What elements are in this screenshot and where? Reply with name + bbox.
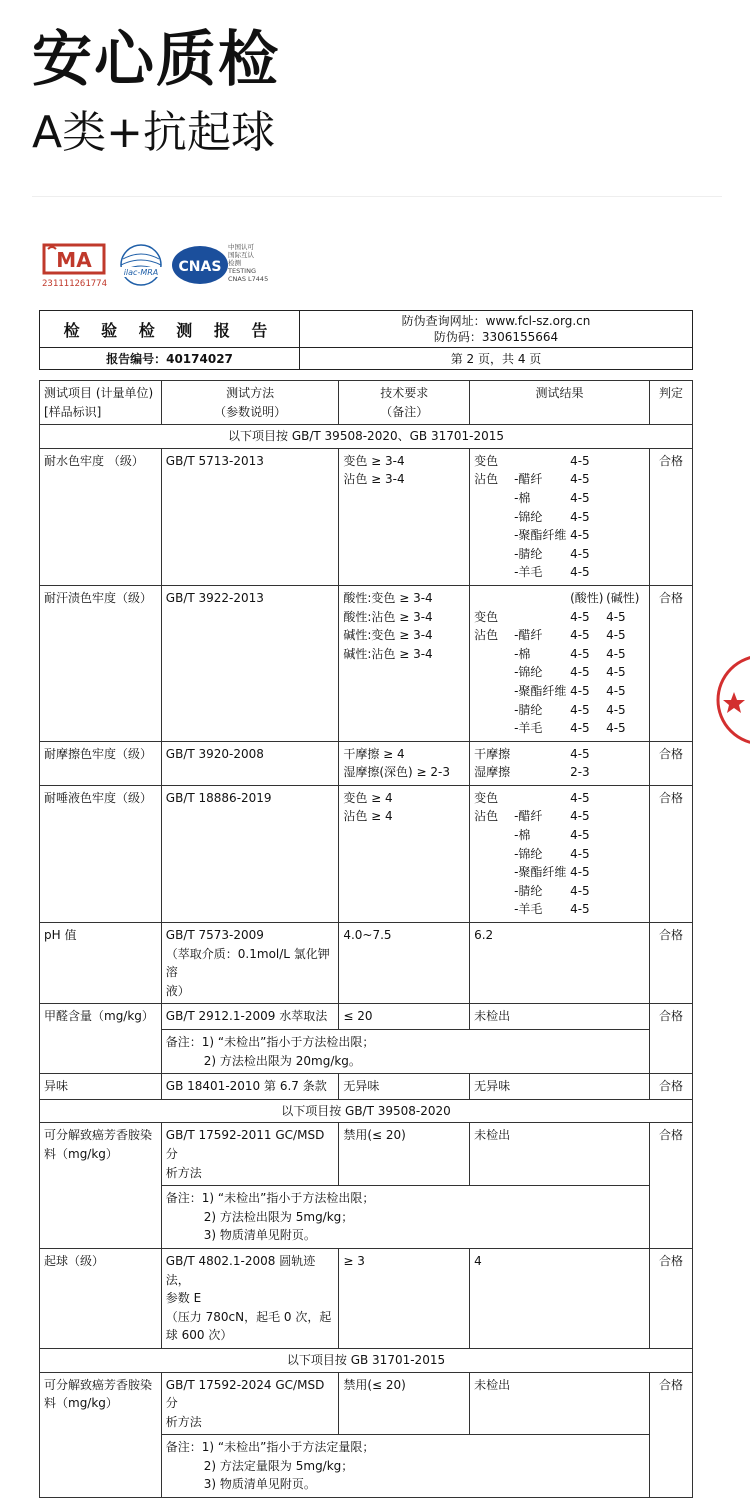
- fiber-label: -锦纶: [514, 665, 543, 680]
- req-line: 沾色 ≥ 3-4: [343, 472, 405, 487]
- result-value: 4-5: [570, 721, 590, 736]
- official-seal-stamp: [714, 650, 750, 750]
- section-row: [40, 425, 693, 449]
- saliva-verdict: 合格: [650, 785, 693, 922]
- formaldehyde-method: GB/T 2912.1-2009 水萃取法: [161, 1004, 339, 1030]
- section-row: [40, 1348, 693, 1372]
- result-label: 变色: [474, 609, 499, 624]
- saliva-method: GB/T 18886-2019: [161, 785, 339, 922]
- pilling-result: 4: [470, 1248, 650, 1348]
- amine1-result: 未检出: [470, 1123, 650, 1186]
- ilac-text: ilac-MRA: [123, 268, 159, 277]
- note-line: 备注：1) “未检出”指小于方法检出限；: [165, 1191, 375, 1206]
- pilling-req: ≥ 3: [339, 1248, 470, 1348]
- ph-result: 6.2: [470, 923, 650, 1004]
- header-verdict: 判定: [650, 381, 693, 425]
- ph-verdict: 合格: [650, 923, 693, 1004]
- cnas-line: 检测: [228, 259, 241, 267]
- pilling-method: [161, 1248, 339, 1348]
- req-line: 酸性:沾色 ≥ 3-4: [343, 609, 433, 624]
- table-row: [40, 741, 693, 785]
- table-header-row: [40, 381, 693, 425]
- rub-result: [470, 741, 650, 785]
- report-document: [32, 196, 722, 1492]
- method-line: 球 600 次）: [165, 1328, 233, 1343]
- test-results-table: [39, 380, 693, 1498]
- result-value: 4-5: [606, 646, 626, 661]
- svg-text:MA: MA: [56, 248, 92, 272]
- water-method: GB/T 5713-2013: [161, 448, 339, 585]
- amine2-verdict: 合格: [650, 1372, 693, 1498]
- rub-method: GB/T 3920-2008: [161, 741, 339, 785]
- section-3: 以下项目按 GB 31701-2015: [40, 1348, 693, 1372]
- hero-title: 安心质检: [32, 25, 280, 95]
- fiber-label: -聚酯纤维: [514, 865, 567, 880]
- table-row: [40, 585, 693, 741]
- result-value: 4-5: [606, 628, 626, 643]
- header-method: [161, 381, 339, 425]
- result-value: 4-5: [570, 865, 590, 880]
- result-value: 4-5: [570, 453, 590, 468]
- method-line: 析方法: [165, 1165, 202, 1180]
- result-value: 4-5: [570, 546, 590, 561]
- cma-logo: [42, 241, 106, 277]
- fiber-label: -腈纶: [514, 546, 543, 561]
- rub-req: [339, 741, 470, 785]
- result-value: 4-5: [570, 628, 590, 643]
- table-row: [40, 1004, 693, 1030]
- cnas-text: CNAS: [178, 259, 222, 275]
- cnas-line: TESTING: [228, 267, 256, 275]
- amine1-req: 禁用(≤ 20): [339, 1123, 470, 1186]
- header-req: [339, 381, 470, 425]
- section-1: 以下项目按 GB/T 39508-2020、GB 31701-2015: [40, 425, 693, 449]
- note-line: 2) 方法检出限为 5mg/kg；: [203, 1209, 354, 1224]
- method-line: GB/T 7573-2009: [165, 928, 264, 943]
- odor-result: 无异味: [470, 1074, 650, 1100]
- cnas-caption: [228, 243, 288, 283]
- fiber-label: -羊毛: [514, 565, 543, 580]
- amine1-verdict: 合格: [650, 1123, 693, 1249]
- result-label: 沾色: [474, 472, 499, 487]
- result-value: 4-5: [570, 828, 590, 843]
- header-result: 测试结果: [470, 381, 650, 425]
- note-line: 3) 物质清单见附页。: [203, 1477, 316, 1492]
- page-indicator: 第 2 页，共 4 页: [300, 348, 693, 370]
- header-req-sub: （备注）: [380, 404, 429, 419]
- result-value: 4-5: [606, 721, 626, 736]
- note-line: 备注：1) “未检出”指小于方法定量限；: [165, 1440, 375, 1455]
- req-line: 变色 ≥ 4: [343, 790, 393, 805]
- rub-item: 耐摩擦色牢度（级）: [40, 741, 162, 785]
- note-line: 备注：1) “未检出”指小于方法检出限；: [165, 1035, 375, 1049]
- fiber-label: -棉: [514, 646, 531, 661]
- formaldehyde-item: 甲醛含量（mg/kg）: [40, 1004, 162, 1074]
- pilling-verdict: 合格: [650, 1248, 693, 1348]
- item-line: 料（mg/kg）: [44, 1146, 118, 1161]
- accreditation-logos: [42, 241, 282, 293]
- item-line: 可分解致癌芳香胺染: [44, 1377, 153, 1392]
- fiber-label: -棉: [514, 828, 531, 843]
- result-value: 4-5: [606, 609, 626, 624]
- req-line: 碱性:变色 ≥ 3-4: [343, 628, 433, 643]
- formaldehyde-verdict: 合格: [650, 1004, 693, 1074]
- formaldehyde-result: 未检出: [470, 1004, 650, 1030]
- amine1-notes: [161, 1186, 649, 1249]
- result-value: 4-5: [570, 509, 590, 524]
- result-value: 2-3: [570, 765, 590, 780]
- result-value: 4-5: [570, 490, 590, 505]
- section-2: 以下项目按 GB/T 39508-2020: [40, 1099, 693, 1123]
- result-value: 4-5: [606, 702, 626, 717]
- saliva-result: [470, 785, 650, 922]
- amine2-item: [40, 1372, 162, 1498]
- req-line: 沾色 ≥ 4: [343, 809, 393, 824]
- alkali-header: (碱性): [606, 590, 640, 605]
- ph-req: 4.0~7.5: [339, 923, 470, 1004]
- method-line: GB/T 4802.1-2008 圆轨迹法，: [165, 1253, 316, 1287]
- req-line: 碱性:沾色 ≥ 3-4: [343, 646, 433, 661]
- header-method-sub: （参数说明）: [214, 404, 287, 419]
- table-row: [40, 1074, 693, 1100]
- result-value: 4-5: [570, 609, 590, 624]
- report-header: [39, 310, 693, 370]
- formaldehyde-req: ≤ 20: [339, 1004, 470, 1030]
- water-result: [470, 448, 650, 585]
- result-value: 4-5: [606, 665, 626, 680]
- water-req: [339, 448, 470, 585]
- fiber-label: -羊毛: [514, 902, 543, 917]
- item-line: 料（mg/kg）: [44, 1396, 118, 1411]
- method-line: （压力 780cN，起毛 0 次，起: [165, 1309, 332, 1324]
- verify-info: [300, 311, 693, 348]
- result-label: 沾色: [474, 809, 499, 824]
- result-value: 4-5: [570, 883, 590, 898]
- fiber-label: -醋纤: [514, 628, 543, 643]
- verify-code: 防伪码：3306155664: [433, 330, 559, 344]
- acid-header: (酸性): [570, 590, 604, 605]
- ph-method: [161, 923, 339, 1004]
- method-line: 液）: [165, 983, 190, 998]
- fiber-label: -腈纶: [514, 702, 543, 717]
- report-number-value: 40174027: [166, 352, 233, 366]
- fiber-label: -醋纤: [514, 472, 543, 487]
- cnas-line: 国际互认: [228, 251, 254, 259]
- method-line: GB/T 17592-2011 GC/MSD 分: [165, 1128, 325, 1161]
- req-line: 变色 ≥ 3-4: [343, 453, 405, 468]
- req-line: 干摩擦 ≥ 4: [343, 746, 405, 761]
- note-line: 2) 方法检出限为 20mg/kg。: [203, 1053, 361, 1068]
- result-value: 4-5: [570, 746, 590, 761]
- req-line: 酸性:变色 ≥ 3-4: [343, 590, 433, 605]
- result-value: 4-5: [570, 902, 590, 917]
- header-item-label: 测试项目 (计量单位): [44, 386, 154, 400]
- sweat-verdict: 合格: [650, 585, 693, 741]
- report-number: [40, 348, 300, 370]
- result-value: 4-5: [570, 683, 590, 698]
- result-value: 4-5: [570, 790, 590, 805]
- table-row: [40, 1248, 693, 1348]
- result-value: 4-5: [570, 528, 590, 543]
- cma-number: 231111261774: [42, 279, 108, 289]
- table-row: [40, 448, 693, 585]
- result-value: 4-5: [570, 472, 590, 487]
- saliva-req: [339, 785, 470, 922]
- result-value: 4-5: [570, 809, 590, 824]
- amine2-result: 未检出: [470, 1372, 650, 1435]
- fiber-label: -羊毛: [514, 721, 543, 736]
- method-line: 参数 E: [165, 1291, 202, 1306]
- ilac-mra-logo: [118, 243, 164, 287]
- cnas-line: CNAS L7445: [228, 275, 269, 283]
- header-item: [40, 381, 162, 425]
- fiber-label: -聚酯纤维: [514, 528, 567, 543]
- amine1-method: [161, 1123, 339, 1186]
- hero-subtitle: A类+抗起球: [32, 107, 275, 158]
- amine2-notes: [161, 1435, 649, 1498]
- cnas-line: 中国认可: [228, 243, 254, 251]
- formaldehyde-notes: [161, 1030, 649, 1074]
- sweat-result: [470, 585, 650, 741]
- result-value: 4-5: [570, 565, 590, 580]
- req-line: 湿摩擦(深色) ≥ 2-3: [343, 765, 450, 780]
- odor-method: GB 18401-2010 第 6.7 条款: [161, 1074, 339, 1100]
- result-label: 变色: [474, 453, 499, 468]
- pilling-item: 起球（级）: [40, 1248, 162, 1348]
- water-verdict: 合格: [650, 448, 693, 585]
- header-req-label: 技术要求: [380, 386, 429, 400]
- odor-item: 异味: [40, 1074, 162, 1100]
- odor-req: 无异味: [339, 1074, 470, 1100]
- amine2-req: 禁用(≤ 20): [339, 1372, 470, 1435]
- water-item: 耐水色牢度 （级）: [40, 448, 162, 585]
- note-line: 3) 物质清单见附页。: [203, 1228, 316, 1243]
- item-line: 可分解致癌芳香胺染: [44, 1128, 153, 1143]
- sweat-req: [339, 585, 470, 741]
- result-label: 干摩擦: [474, 746, 511, 761]
- note-line: 2) 方法定量限为 5mg/kg；: [203, 1458, 354, 1473]
- saliva-item: 耐唾液色牢度（级）: [40, 785, 162, 922]
- result-value: 4-5: [570, 846, 590, 861]
- header-method-label: 测试方法: [226, 386, 275, 400]
- result-value: 4-5: [570, 702, 590, 717]
- report-number-label: 报告编号：: [106, 352, 167, 366]
- table-row: [40, 1372, 693, 1435]
- result-value: 4-5: [570, 646, 590, 661]
- result-label: 沾色: [474, 628, 499, 643]
- header-item-sub: [样品标识]: [44, 404, 102, 419]
- report-title: 检 验 检 测 报 告: [40, 311, 300, 348]
- odor-verdict: 合格: [650, 1074, 693, 1100]
- method-line: GB/T 17592-2024 GC/MSD 分: [165, 1377, 325, 1411]
- result-value: 4-5: [570, 665, 590, 680]
- fiber-label: -聚酯纤维: [514, 683, 567, 698]
- table-row: [40, 923, 693, 1004]
- result-label: 变色: [474, 790, 499, 805]
- cnas-logo: [170, 243, 230, 287]
- result-value: 4-5: [606, 683, 626, 698]
- result-label: 湿摩擦: [474, 765, 511, 780]
- fiber-label: -棉: [514, 490, 531, 505]
- sweat-method: GB/T 3922-2013: [161, 585, 339, 741]
- table-row: [40, 1123, 693, 1186]
- fiber-label: -锦纶: [514, 509, 543, 524]
- amine1-item: [40, 1123, 162, 1249]
- sweat-item: 耐汗渍色牢度（级）: [40, 585, 162, 741]
- section-row: [40, 1099, 693, 1123]
- fiber-label: -锦纶: [514, 846, 543, 861]
- fiber-label: -腈纶: [514, 883, 543, 898]
- ph-item: pH 值: [40, 923, 162, 1004]
- fiber-label: -醋纤: [514, 809, 543, 824]
- rub-verdict: 合格: [650, 741, 693, 785]
- amine2-method: [161, 1372, 339, 1435]
- table-row: [40, 785, 693, 922]
- method-line: （萃取介质：0.1mol/L 氯化钾溶: [165, 946, 330, 980]
- verify-url: 防伪查询网址：www.fcl-sz.org.cn: [401, 314, 591, 328]
- method-line: 析方法: [165, 1414, 202, 1429]
